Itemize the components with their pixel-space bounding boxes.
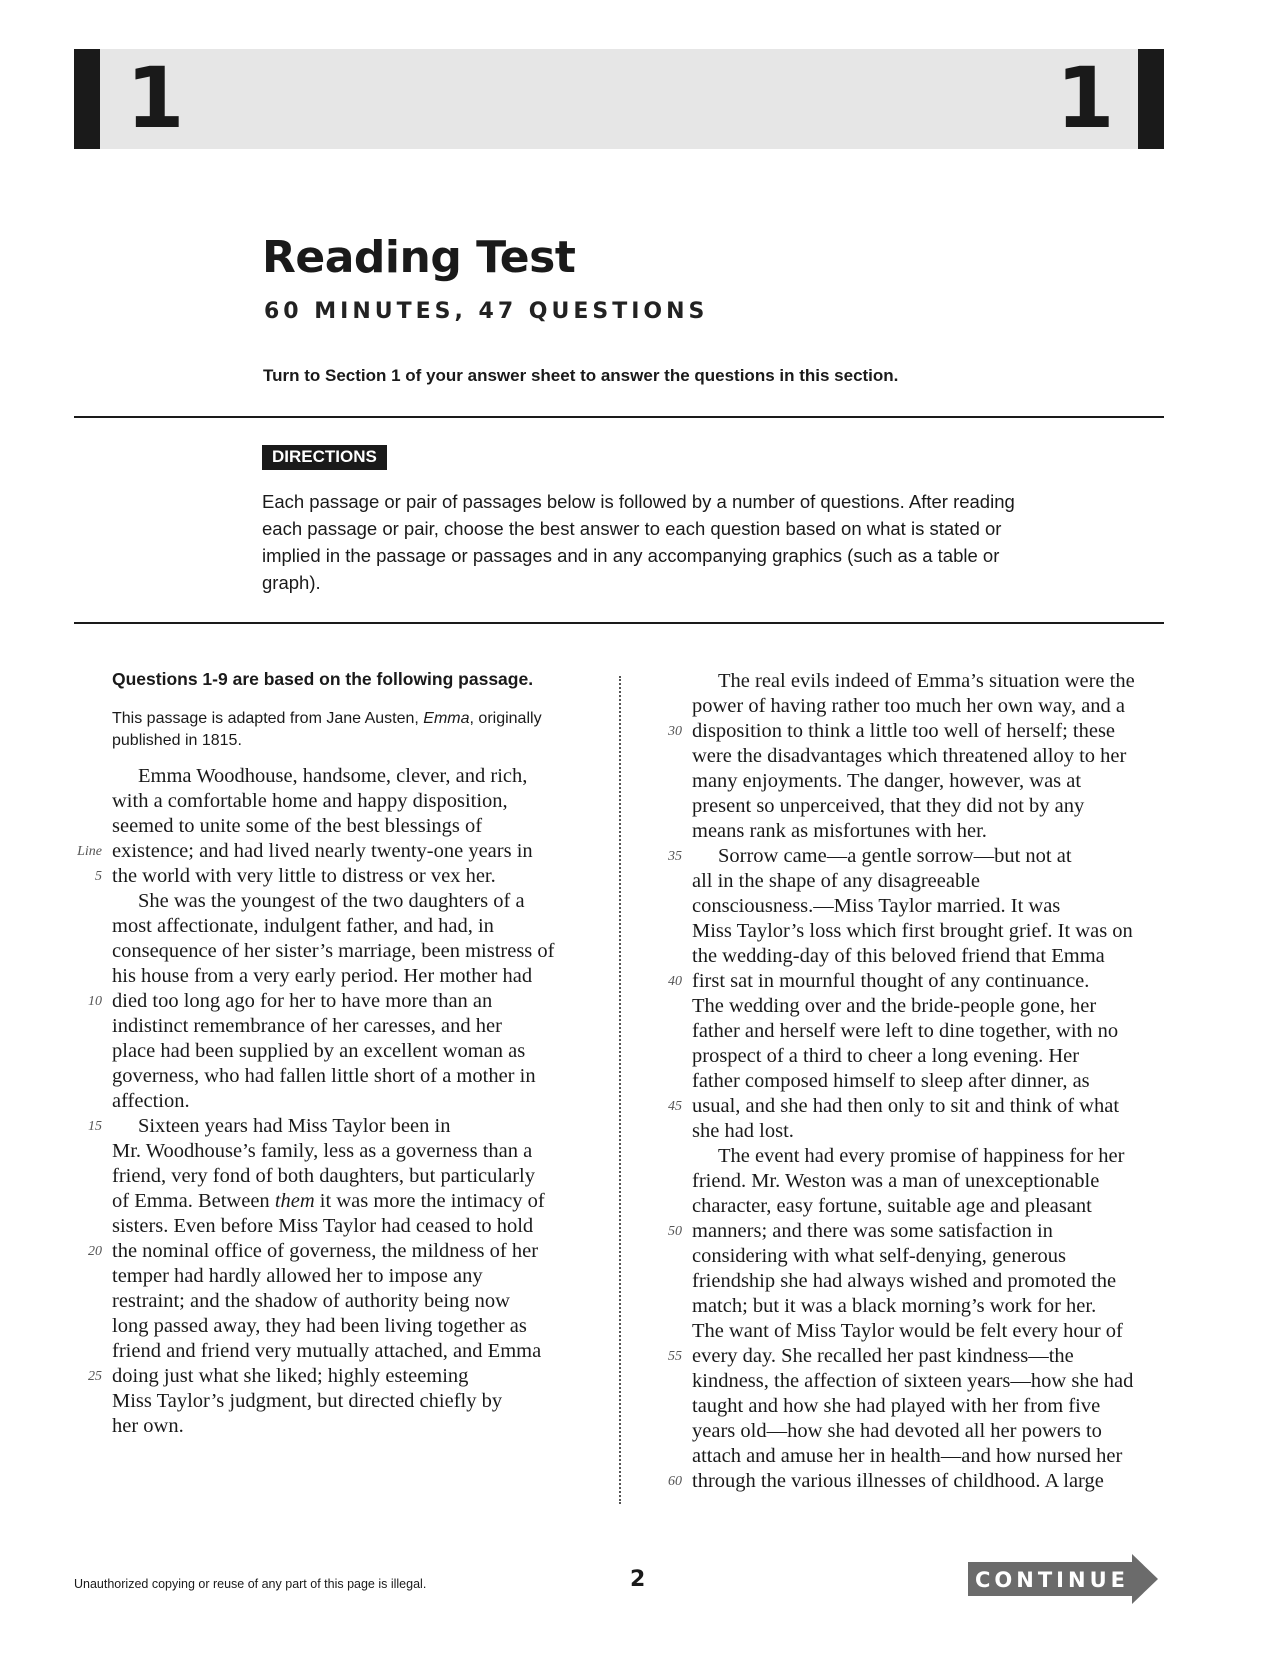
passage-line-text: indistinct remembrance of her caresses, and her	[112, 1015, 502, 1037]
passage-line	[692, 1269, 1172, 1294]
passage-line	[692, 694, 1172, 719]
passage-line-text: friendship she had always wished and promoted the	[692, 1270, 1117, 1292]
directions-line: implied in the passage or passages and in any accompanying graphics (such as a table or	[262, 545, 1000, 566]
passage-line-text: the world with very little to distress or vex her.	[112, 865, 496, 887]
continue-label: CONTINUE	[975, 1568, 1129, 1592]
passage-line	[668, 1469, 1172, 1494]
passage-line-text: match; but it was a black morning’s work for her.	[692, 1295, 1097, 1317]
passage-line	[692, 744, 1172, 769]
section-header-band	[74, 49, 1164, 149]
passage-line-text: were the disadvantages which threatened alloy to her	[692, 745, 1127, 767]
section-marker-bar-left	[74, 49, 100, 149]
passage-line	[692, 1319, 1172, 1344]
passage-line-text: doing just what she liked; highly esteeming	[112, 1365, 469, 1387]
line-number: 40	[668, 974, 682, 989]
copyright-notice: Unauthorized copying or reuse of any part of this page is illegal.	[74, 1577, 427, 1591]
line-number: 45	[668, 1099, 682, 1114]
directions-line: Each passage or pair of passages below is followed by a number of questions. After reading	[262, 491, 1015, 512]
passage-line	[112, 889, 592, 914]
passage-line	[668, 844, 1172, 869]
line-number: 5	[95, 869, 102, 884]
passage-line	[112, 1414, 592, 1439]
passage-line-text: prospect of a third to cheer a long evening. Her	[692, 1045, 1080, 1067]
divider-bottom	[74, 622, 1164, 624]
passage-line-text: friend. Mr. Weston was a man of unexceptionable	[692, 1170, 1100, 1192]
passage-line	[112, 814, 592, 839]
passage-line	[112, 1039, 592, 1064]
passage-line	[112, 1289, 592, 1314]
passage-line	[112, 1189, 592, 1214]
passage-line	[692, 1169, 1172, 1194]
line-number: 50	[668, 1224, 682, 1239]
directions-line: each passage or pair, choose the best answer to each question based on what is stated or	[262, 518, 1002, 539]
passage-line	[112, 1314, 592, 1339]
passage-line-text: most affectionate, indulgent father, and had, in	[112, 915, 494, 937]
passage-line-text: his house from a very early period. Her mother had	[112, 965, 533, 987]
source-book-title: Emma	[423, 710, 470, 727]
passage-line-text: Sixteen years had Miss Taylor been in	[138, 1115, 451, 1137]
passage-column-left	[77, 764, 592, 1439]
passage-line	[112, 1339, 592, 1364]
passage-line	[112, 939, 592, 964]
emphasis: them	[274, 1190, 315, 1212]
line-number: 20	[88, 1244, 102, 1259]
passage-line	[692, 869, 1172, 894]
passage-line	[692, 1069, 1172, 1094]
column-divider	[619, 676, 621, 1504]
passage-line	[692, 1194, 1172, 1219]
passage-line	[77, 839, 592, 864]
page-title: Reading Test	[262, 232, 576, 283]
passage-line-text: Sorrow came—a gentle sorrow—but not at	[718, 845, 1072, 867]
directions-text	[262, 488, 1062, 596]
passage-line	[692, 1294, 1172, 1319]
passage-line-text: Miss Taylor’s loss which first brought grief. It was on	[692, 920, 1133, 942]
passage-line-text: The wedding over and the bride-people gone, her	[692, 995, 1097, 1017]
line-number: 60	[668, 1474, 682, 1489]
passage-line	[692, 919, 1172, 944]
passage-line-text: Miss Taylor’s judgment, but directed chiefly by	[112, 1390, 503, 1412]
passage-line	[88, 989, 592, 1014]
passage-column-right	[668, 669, 1172, 1494]
passage-line-text: considering with what self-denying, generous	[692, 1245, 1067, 1267]
section-marker-bar-right	[1138, 49, 1164, 149]
passage-line	[112, 1089, 592, 1114]
passage-line	[692, 669, 1172, 694]
passage-line-text: the nominal office of governess, the mildness of her	[112, 1240, 539, 1262]
passage-line	[692, 1444, 1172, 1469]
passage-line	[668, 1094, 1172, 1119]
passage-line	[112, 1214, 592, 1239]
passage-line	[95, 864, 592, 889]
passage-line-text: The real evils indeed of Emma’s situation were the	[718, 670, 1135, 692]
passage-line-text: years old—how she had devoted all her powers to	[692, 1420, 1102, 1442]
passage-line-text: usual, and she had then only to sit and think of what	[692, 1095, 1120, 1117]
passage-line-text: restraint; and the shadow of authority being now	[112, 1290, 510, 1312]
source-text: , originally published in 1815.	[112, 710, 542, 749]
passage-line-text: father composed himself to sleep after dinner, as	[692, 1070, 1090, 1092]
passage-line	[112, 1164, 592, 1189]
passage-line	[692, 994, 1172, 1019]
passage-line	[112, 1264, 592, 1289]
passage-line-text: seemed to unite some of the best blessings of	[112, 815, 483, 837]
passage-line-text: she had lost.	[692, 1120, 794, 1142]
divider-top	[74, 416, 1164, 418]
test-duration-subtitle: 60 MINUTES, 47 QUESTIONS	[264, 299, 709, 324]
passage-line-text: all in the shape of any disagreeable	[692, 870, 981, 892]
passage-line-text: character, easy fortune, suitable age and pleasant	[692, 1195, 1092, 1217]
passage-line-text: taught and how she had played with her from five	[692, 1395, 1101, 1417]
passage-line	[88, 1364, 592, 1389]
passage-line	[88, 1114, 592, 1139]
line-number: 55	[668, 1349, 682, 1364]
passage-line-text: through the various illnesses of childhood. A large	[692, 1470, 1104, 1492]
passage-line	[692, 944, 1172, 969]
passage-line-text: kindness, the affection of sixteen years—how she had	[692, 1370, 1134, 1392]
passage-line-text: disposition to think a little too well of herself; these	[692, 720, 1116, 742]
passage-line-text: Mr. Woodhouse’s family, less as a governess than a	[112, 1140, 533, 1162]
passage-line-text: Emma Woodhouse, handsome, clever, and rich,	[138, 765, 528, 787]
passage-line	[692, 1419, 1172, 1444]
passage-line-text: temper had hardly allowed her to impose any	[112, 1265, 483, 1287]
directions-line: graph).	[262, 572, 321, 593]
passage-line-text: long passed away, they had been living together as	[112, 1315, 527, 1337]
passage-line	[112, 1139, 592, 1164]
passage-line-text: died too long ago for her to have more than an	[112, 990, 493, 1012]
passage-line-text: first sat in mournful thought of any continuance.	[692, 970, 1090, 992]
passage-line	[668, 719, 1172, 744]
line-number: 10	[88, 994, 102, 1009]
passage-line-text: place had been supplied by an excellent woman as	[112, 1040, 526, 1062]
passage-line-text: of Emma. Between them it was more the intimacy of	[112, 1190, 545, 1212]
passage-line-text: her own.	[112, 1415, 184, 1437]
passage-line-text: sisters. Even before Miss Taylor had ceased to hold	[112, 1215, 534, 1237]
passage-line-text: many enjoyments. The danger, however, was at	[692, 770, 1082, 792]
passage-line	[692, 1394, 1172, 1419]
passage-intro: Questions 1-9 are based on the following passage.	[112, 669, 534, 689]
passage-line	[692, 1244, 1172, 1269]
passage-line-text: The want of Miss Taylor would be felt every hour of	[692, 1320, 1123, 1342]
passage-line-text: friend, very fond of both daughters, but particularly	[112, 1165, 535, 1187]
section-number-right: 1	[1056, 49, 1115, 147]
passage-line-text: the wedding-day of this beloved friend that Emma	[692, 945, 1105, 967]
passage-line-text: affection.	[112, 1090, 190, 1112]
passage-line-text: existence; and had lived nearly twenty-one years in	[112, 840, 533, 862]
passage-line	[112, 1064, 592, 1089]
passage-line-text: with a comfortable home and happy disposition,	[112, 790, 508, 812]
passage-line	[668, 969, 1172, 994]
directions-label: DIRECTIONS	[262, 445, 387, 470]
passage-line	[112, 1389, 592, 1414]
line-number: 35	[668, 849, 682, 864]
passage-line-text: The event had every promise of happiness for her	[718, 1145, 1125, 1167]
passage-source	[112, 708, 582, 752]
line-number: 15	[88, 1119, 102, 1134]
passage-line	[88, 1239, 592, 1264]
page-number: 2	[630, 1567, 646, 1592]
passage-line	[692, 1119, 1172, 1144]
passage-line-text: friend and friend very mutually attached, and Emma	[112, 1340, 542, 1362]
source-text: This passage is adapted from Jane Austen,	[112, 710, 424, 727]
passage-line	[668, 1344, 1172, 1369]
passage-line	[692, 1019, 1172, 1044]
passage-line	[692, 1044, 1172, 1069]
line-number: 25	[88, 1369, 102, 1384]
line-number: 30	[668, 724, 682, 739]
passage-line-text: manners; and there was some satisfaction in	[692, 1220, 1053, 1242]
passage-line	[112, 789, 592, 814]
passage-line-text: every day. She recalled her past kindness—the	[692, 1345, 1074, 1367]
passage-line	[112, 914, 592, 939]
line-number: Line	[77, 844, 102, 859]
passage-line	[692, 819, 1172, 844]
passage-line-text: governess, who had fallen little short of a mother in	[112, 1065, 536, 1087]
passage-line-text: power of having rather too much her own way, and a	[692, 695, 1126, 717]
passage-line	[668, 1219, 1172, 1244]
passage-line-text: present so unperceived, that they did not by any	[692, 795, 1085, 817]
passage-line-text: consequence of her sister’s marriage, been mistress of	[112, 940, 555, 962]
passage-line-text: means rank as misfortunes with her.	[692, 820, 987, 842]
passage-line	[692, 1144, 1172, 1169]
passage-line	[692, 794, 1172, 819]
passage-line-text: consciousness.—Miss Taylor married. It was	[692, 895, 1061, 917]
passage-line-text: She was the youngest of the two daughters of a	[138, 890, 525, 912]
section-number-left: 1	[126, 49, 185, 147]
passage-line	[692, 769, 1172, 794]
passage-line	[692, 894, 1172, 919]
continue-arrow	[968, 1554, 1158, 1604]
passage-line	[112, 964, 592, 989]
answer-sheet-instruction: Turn to Section 1 of your answer sheet to answer the questions in this section.	[263, 366, 899, 385]
passage-line	[112, 1014, 592, 1039]
passage-line	[112, 764, 592, 789]
passage-line	[692, 1369, 1172, 1394]
passage-line-text: attach and amuse her in health—and how nursed her	[692, 1445, 1123, 1467]
passage-line-text: father and herself were left to dine together, with no	[692, 1020, 1119, 1042]
